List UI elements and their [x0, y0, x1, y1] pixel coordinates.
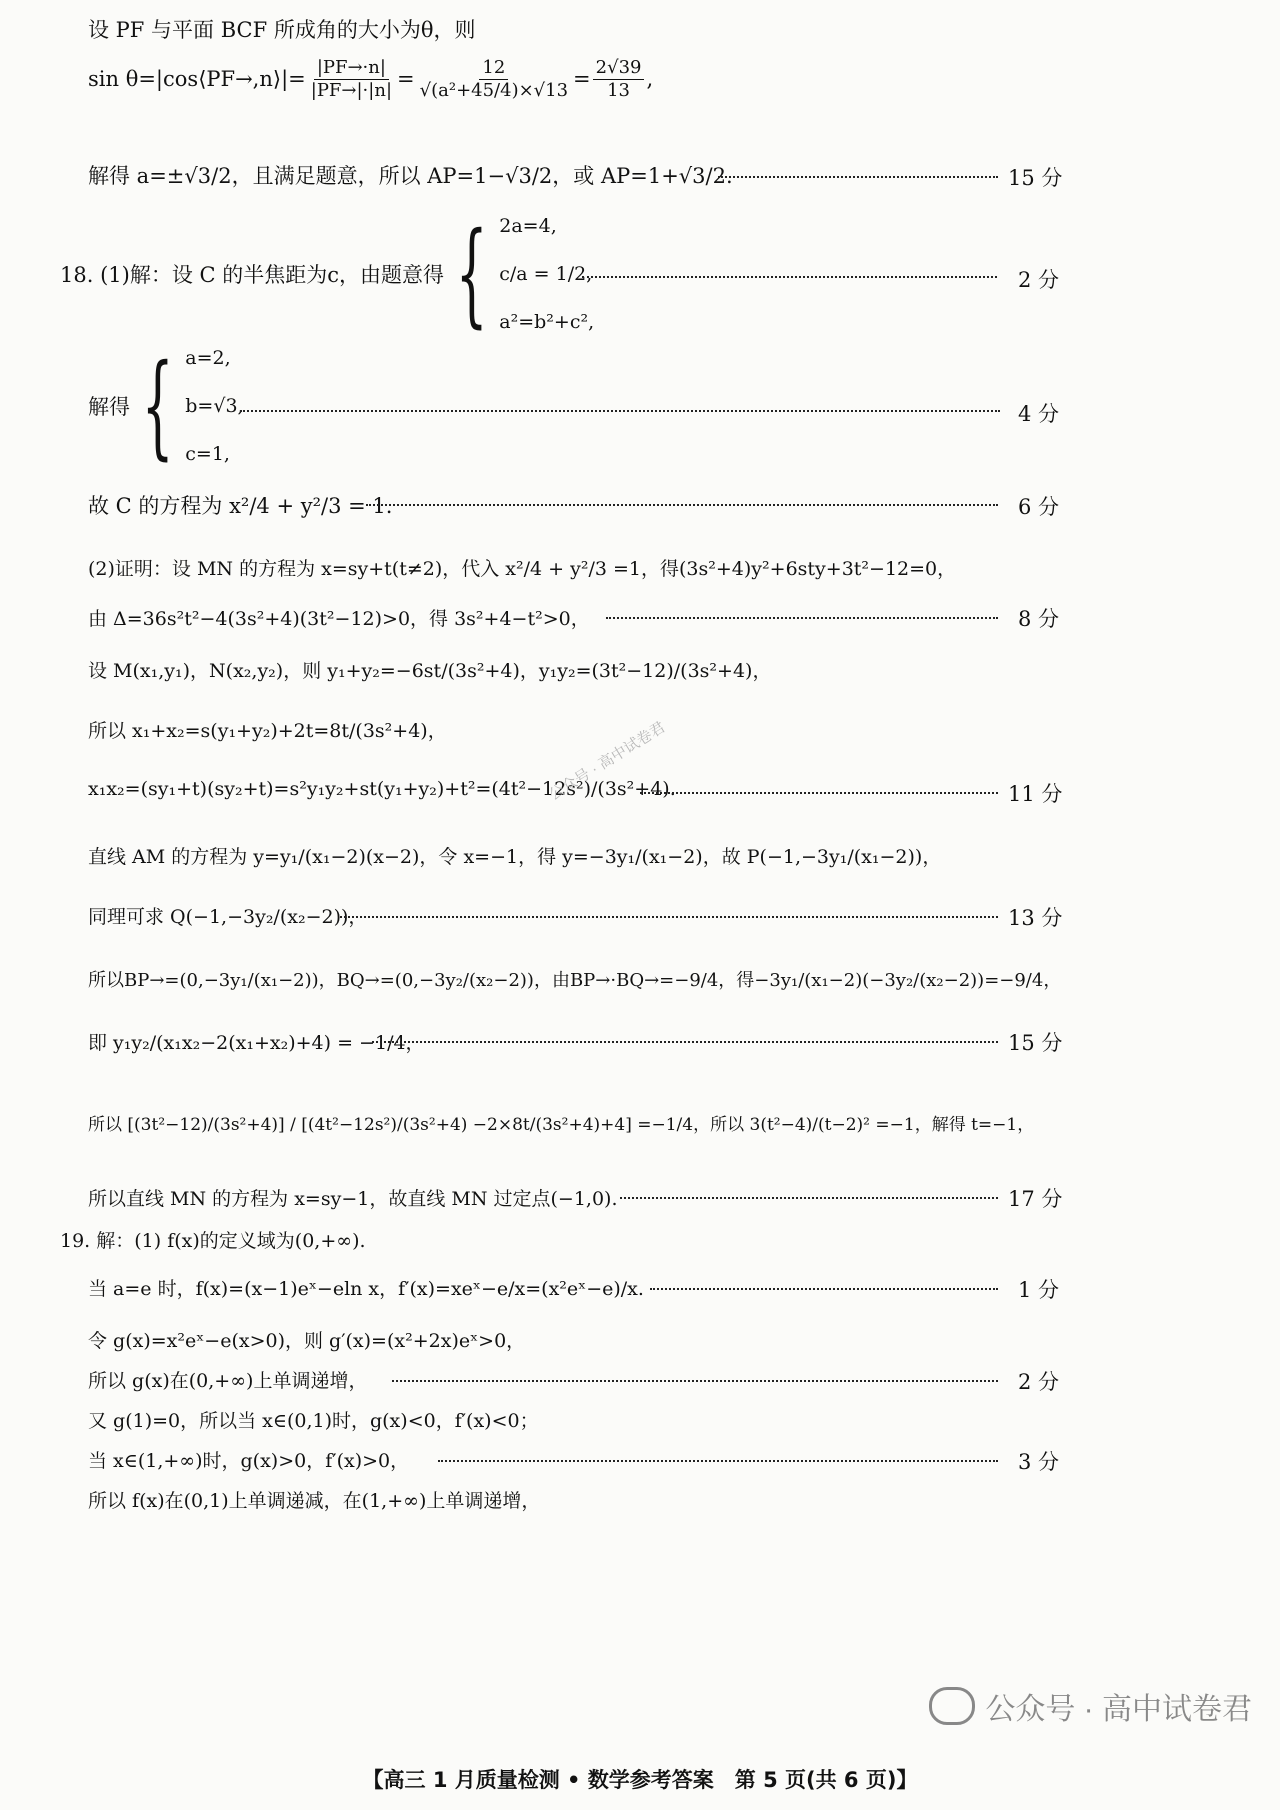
denominator: √(a²+45/4)×√13: [419, 79, 569, 101]
line-9: 设 M(x₁,y₁)，N(x₂,y₂)，则 y₁+y₂=−6st/(3s²+4)，y₁y₂=(3t²−12)/(3s²+4)，: [88, 660, 772, 682]
text-line: [88, 1446, 409, 1473]
formula-line: [88, 334, 244, 478]
line-7: (2)证明：设 MN 的方程为 x=sy+t(t≠2)，代入 x²/4 + y²/3 =1，得(3s²+4)y²+6sty+3t²−12=0，: [88, 558, 957, 580]
system-row: a=2,: [185, 347, 231, 369]
text-line: [88, 1184, 618, 1211]
text-line: [88, 14, 476, 44]
line-10: 所以 x₁+x₂=s(y₁+y₂)+2t=8t/(3s²+4)，: [88, 720, 447, 742]
dotted-leader: [718, 176, 998, 178]
line-2-tail: ,: [646, 67, 654, 92]
line-16: 所以 [(3t²−12)/(3s²+4)] / [(4t²−12s²)/(3s²+4) −2×8t/(3s²+4)+4] =−1/4，所以 3(t²−4)/(t−2)² =−1，解得 t=−1，: [88, 1115, 1035, 1135]
score-label: 2 分: [1018, 268, 1060, 292]
line-15: 即 y₁y₂/(x₁x₂−2(x₁+x₂)+4) = −1/4，: [88, 1032, 425, 1054]
text-line: [88, 490, 392, 520]
dotted-leader: [240, 410, 1000, 412]
numerator: 12: [479, 58, 508, 80]
text-line: [88, 160, 733, 190]
left-brace: {: [455, 209, 488, 339]
line-18: 19. 解：(1) f(x)的定义域为(0,+∞).: [60, 1230, 366, 1252]
formula-line: sin θ=|cos⟨PF→,n⟩|= $\frac{|PF\to\cdot n|}{|PF\to|\cdot|n|}$ = $\frac{12}{\text{√(a²+45/4)×√13}}$ = $\frac{2√39}{13}$ ,: [88, 57, 654, 101]
diagonal-watermark: 公众号 · 高中试卷君: [546, 718, 669, 804]
score-label: 6 分: [1018, 495, 1060, 519]
score-label: 11 分: [1008, 782, 1063, 806]
line-12: 直线 AM 的方程为 y=y₁/(x₁−2)(x−2)，令 x=−1，得 y=−3y₁/(x₁−2)，故 P(−1,−3y₁/(x₁−2))，: [88, 846, 942, 868]
system-row: 2a=4,: [499, 215, 557, 237]
text-line: [88, 842, 941, 869]
text-line: [88, 716, 447, 743]
text-line: [88, 1406, 539, 1433]
equation-system: [499, 202, 594, 346]
text-line: [88, 604, 590, 631]
dotted-leader: [340, 916, 998, 918]
line-2-prefix: sin θ=|cos⟨PF→,n⟩|=: [88, 67, 306, 92]
text-line: [88, 1274, 644, 1301]
text-line: [88, 656, 771, 683]
text-line: [88, 1110, 1034, 1135]
equation-system: [185, 334, 243, 478]
denominator: 13: [607, 79, 631, 101]
line-4-prefix: 18. (1)解：设 C 的半焦距为c，由题意得: [60, 263, 444, 287]
score-label: 17 分: [1008, 1187, 1063, 1211]
text-line: [88, 966, 1061, 992]
line-17: 所以直线 MN 的方程为 x=sy−1，故直线 MN 过定点(−1,0).: [88, 1188, 618, 1210]
page-footer: 【高三 1 月质量检测 • 数学参考答案 第 5 页(共 6 页)】: [362, 1768, 918, 1792]
line-11: x₁x₂=(sy₁+t)(sy₂+t)=s²y₁y₂+st(y₁+y₂)+t²=(4t²−12s²)/(3s²+4).: [88, 778, 676, 800]
dotted-leader: [650, 1288, 998, 1290]
system-row: b=√3,: [185, 395, 244, 417]
dotted-leader: [438, 1460, 998, 1462]
line-8: 由 Δ=36s²t²−4(3s²+4)(3t²−12)>0，得 3s²+4−t²>0，: [88, 608, 590, 630]
line-23: 当 x∈(1,+∞)时，g(x)>0，f′(x)>0，: [88, 1450, 410, 1472]
line-19: 当 a=e 时，f(x)=(x−1)eˣ−eln x，f′(x)=xeˣ−e/x=(x²eˣ−e)/x.: [88, 1278, 644, 1300]
score-label: 15 分: [1008, 1031, 1063, 1055]
denominator: |PF→|·|n|: [310, 79, 393, 101]
dotted-leader: [366, 504, 998, 506]
fraction: [593, 58, 645, 101]
formula-line: [60, 202, 594, 346]
line-1: 设 PF 与平面 BCF 所成角的大小为θ，则: [88, 18, 476, 42]
score-label: 4 分: [1018, 402, 1060, 426]
text-line: [88, 1326, 525, 1353]
line-14: 所以BP→=(0,−3y₁/(x₁−2))，BQ→=(0,−3y₂/(x₂−2))，由BP→·BQ→=−9/4，得−3y₁/(x₁−2)(−3y₂/(x₂−2))=−9/4，: [88, 970, 1062, 991]
text-line: [88, 1366, 367, 1393]
dotted-leader: [372, 1041, 998, 1043]
numerator: |PF→·n|: [314, 58, 389, 80]
numerator: 2√39: [593, 58, 645, 80]
line-6: 故 C 的方程为 x²/4 + y²/3 = 1.: [88, 494, 393, 518]
line-5-prefix: 解得: [88, 395, 130, 419]
chat-bubble-icon: [929, 1687, 975, 1725]
score-label: 8 分: [1018, 607, 1060, 631]
fraction: [308, 58, 395, 101]
dotted-leader: [640, 792, 998, 794]
text-line: [60, 1226, 366, 1253]
system-row: c/a = 1/2,: [499, 263, 593, 285]
system-row: a²=b²+c²,: [499, 311, 595, 333]
text-line: [88, 1486, 540, 1513]
dotted-leader: [620, 1197, 998, 1199]
dotted-leader: [606, 617, 998, 619]
line-20: 令 g(x)=x²eˣ−e(x>0)，则 g′(x)=(x²+2x)eˣ>0，: [88, 1330, 526, 1352]
line-24: 所以 f(x)在(0,1)上单调递减，在(1,+∞)上单调递增，: [88, 1490, 541, 1512]
score-label: 1 分: [1018, 1278, 1060, 1302]
system-row: c=1,: [185, 443, 230, 465]
line-3: 解得 a=±√3/2，且满足题意，所以 AP=1−√3/2，或 AP=1+√3/2.: [88, 164, 733, 188]
watermark-text: 公众号 · 高中试卷君: [985, 1693, 1252, 1726]
line-22: 又 g(1)=0，所以当 x∈(0,1)时，g(x)<0，f′(x)<0；: [88, 1410, 539, 1432]
score-label: 3 分: [1018, 1450, 1060, 1474]
fraction: [417, 58, 571, 101]
line-13: 同理可求 Q(−1,−3y₂/(x₂−2))，: [88, 906, 368, 928]
dotted-leader: [582, 276, 997, 278]
left-brace: {: [141, 341, 174, 471]
score-label: 2 分: [1018, 1370, 1060, 1394]
dotted-leader: [392, 1380, 998, 1382]
score-label: 13 分: [1008, 906, 1063, 930]
text-line: [88, 554, 956, 581]
line-21: 所以 g(x)在(0,+∞)上单调递增，: [88, 1370, 368, 1392]
account-watermark: [929, 1684, 1252, 1728]
text-line: [88, 902, 367, 929]
score-label: 15 分: [1008, 166, 1063, 190]
